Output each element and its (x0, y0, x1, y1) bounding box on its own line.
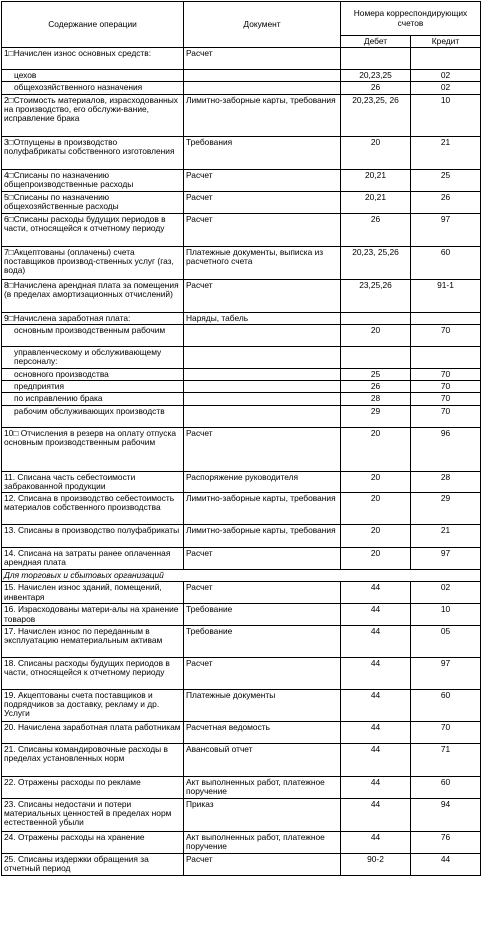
table-row (2, 312, 481, 324)
debit-cell: 20 (341, 525, 411, 548)
credit-cell: 91-1 (411, 279, 481, 312)
credit-cell: 29 (411, 493, 481, 525)
operation-cell: 15. Начислен износ зданий, помещений, инвентаря (2, 582, 184, 604)
document-cell: Расчет (184, 582, 341, 604)
debit-cell: 90-2 (341, 853, 411, 875)
debit-cell: 44 (341, 721, 411, 743)
operation-cell: • рабочим обслуживающих производств (2, 405, 184, 427)
credit-cell: 28 (411, 471, 481, 492)
table-row (2, 582, 481, 604)
operation-cell: 4□Списаны по назначению общепроизводственные расходы (2, 169, 184, 191)
operation-cell: 2□Стоимость материалов, израсходованных на производство, его обслужи-вание, исправление брака (2, 94, 184, 136)
debit-cell: 26 (341, 82, 411, 94)
operation-cell: 1□Начислен износ основных средств: (2, 48, 184, 70)
debit-cell: 20 (341, 471, 411, 492)
debit-cell (341, 346, 411, 368)
debit-cell: 20 (341, 493, 411, 525)
credit-cell: 97 (411, 548, 481, 570)
credit-cell: 71 (411, 743, 481, 776)
credit-cell: 70 (411, 405, 481, 427)
operation-cell: 17. Начислен износ по переданным в эксплуатацию нематериальным активам (2, 625, 184, 657)
debit-cell: 44 (341, 831, 411, 853)
table-row (2, 405, 481, 427)
credit-cell: 97 (411, 657, 481, 689)
operation-cell: 18. Списаны расходы будущих периодов в части, относящейся к отчетному периоду (2, 657, 184, 689)
table-row (2, 324, 481, 346)
operation-cell: • основного производства (2, 368, 184, 380)
table-row (2, 213, 481, 246)
table-row (2, 381, 481, 393)
document-cell: Акт выполненных работ, платежное поручение (184, 831, 341, 853)
operation-cell: • по исправлению брака (2, 393, 184, 405)
operation-cell: • предприятия (2, 381, 184, 393)
operation-cell: • основным производственным рабочим (2, 324, 184, 346)
table-row (2, 94, 481, 136)
credit-cell: 60 (411, 689, 481, 721)
accounting-entries-table (1, 1, 481, 876)
table-row (2, 776, 481, 798)
document-cell: Лимитно-заборные карты, требования (184, 525, 341, 548)
header-operation: Содержание операции (2, 2, 184, 48)
table-row (2, 798, 481, 831)
section-row (2, 570, 481, 582)
operation-cell: 8□Начислена арендная плата за помещения (в пределах амортизационных отчислений) (2, 279, 184, 312)
debit-cell: 20,23,25, 26 (341, 94, 411, 136)
header-credit: Кредит (411, 36, 481, 48)
debit-cell: 20,21 (341, 169, 411, 191)
document-cell: Лимитно-заборные карты, требования (184, 94, 341, 136)
credit-cell: 44 (411, 853, 481, 875)
operation-cell: 21. Списаны командировочные расходы в пределах установленных норм (2, 743, 184, 776)
document-cell (184, 368, 341, 380)
document-cell (184, 393, 341, 405)
credit-cell: 70 (411, 393, 481, 405)
table-row (2, 427, 481, 471)
debit-cell: 20 (341, 427, 411, 471)
operation-cell: 16. Израсходованы матери-алы на хранение товаров (2, 604, 184, 625)
credit-cell: 05 (411, 625, 481, 657)
credit-cell: 26 (411, 191, 481, 213)
credit-cell: 94 (411, 798, 481, 831)
document-cell: Расчет (184, 48, 341, 70)
document-cell (184, 405, 341, 427)
credit-cell: 97 (411, 213, 481, 246)
debit-cell: 20 (341, 324, 411, 346)
document-cell: Расчет (184, 548, 341, 570)
operation-cell: 11. Списана часть себестоимости забракованной продукции (2, 471, 184, 492)
debit-cell: 44 (341, 743, 411, 776)
document-cell (184, 381, 341, 393)
document-cell: Платежные документы (184, 689, 341, 721)
credit-cell: 70 (411, 721, 481, 743)
credit-cell: 60 (411, 776, 481, 798)
operation-cell: 24. Отражены расходы на хранение (2, 831, 184, 853)
table-row (2, 169, 481, 191)
credit-cell: 70 (411, 381, 481, 393)
credit-cell: 96 (411, 427, 481, 471)
operation-cell: 6□Списаны расходы будущих периодов в части, относящейся к отчетному периоду (2, 213, 184, 246)
credit-cell: 60 (411, 246, 481, 279)
table-row (2, 548, 481, 570)
operation-cell: 9□Начислена заработная плата: (2, 312, 184, 324)
credit-cell: 10 (411, 94, 481, 136)
operation-cell: 7□Акцептованы (оплачены) счета поставщиков производ-ственных услуг (газ, вода) (2, 246, 184, 279)
document-cell: Требование (184, 604, 341, 625)
document-cell: Расчетная ведомость (184, 721, 341, 743)
operation-cell: 23. Списаны недостачи и потери материальных ценностей в пределах норм естественной убыли (2, 798, 184, 831)
credit-cell: 21 (411, 525, 481, 548)
header-debit: Дебет (341, 36, 411, 48)
table-row (2, 346, 481, 368)
document-cell: Расчет (184, 169, 341, 191)
document-cell: Лимитно-заборные карты, требования (184, 493, 341, 525)
table-row (2, 604, 481, 625)
debit-cell: 20 (341, 548, 411, 570)
document-cell: Авансовый отчет (184, 743, 341, 776)
operation-cell: 19. Акцептованы счета поставщиков и подрядчиков за доставку, рекламу и др. Услуги (2, 689, 184, 721)
table-row (2, 191, 481, 213)
debit-cell: 44 (341, 604, 411, 625)
operation-cell: 10□ Отчисления в резерв на оплату отпуска основным производственным рабочим (2, 427, 184, 471)
document-cell: Расчет (184, 853, 341, 875)
debit-cell: 20,23,25 (341, 70, 411, 82)
table-row (2, 82, 481, 94)
document-cell (184, 346, 341, 368)
document-cell: Приказ (184, 798, 341, 831)
operation-cell: 14. Списана на затраты ранее оплаченная арендная плата (2, 548, 184, 570)
table-row (2, 831, 481, 853)
debit-cell: 26 (341, 381, 411, 393)
operation-cell: 22. Отражены расходы по рекламе (2, 776, 184, 798)
credit-cell: 02 (411, 82, 481, 94)
debit-cell: 29 (341, 405, 411, 427)
debit-cell: 23,25,26 (341, 279, 411, 312)
debit-cell: 44 (341, 798, 411, 831)
table-row (2, 493, 481, 525)
table-row (2, 657, 481, 689)
table-row (2, 853, 481, 875)
document-cell: Расчет (184, 657, 341, 689)
operation-cell: 12. Списана в производство себестоимость материалов собственного производства (2, 493, 184, 525)
document-cell: Платежные документы, выписка из расчетного счета (184, 246, 341, 279)
document-cell: Расчет (184, 213, 341, 246)
table-row (2, 393, 481, 405)
header-document: Документ (184, 2, 341, 48)
table-row (2, 471, 481, 492)
header-accounts: Номера корреспондирующих счетов (341, 2, 481, 36)
operation-cell: • общехозяйственного назначения (2, 82, 184, 94)
table-row (2, 246, 481, 279)
credit-cell (411, 48, 481, 70)
debit-cell: 20 (341, 136, 411, 169)
document-cell: Наряды, табель (184, 312, 341, 324)
debit-cell (341, 48, 411, 70)
table-row (2, 70, 481, 82)
debit-cell: 44 (341, 776, 411, 798)
document-cell: Акт выполненных работ, платежное поручение (184, 776, 341, 798)
credit-cell: 21 (411, 136, 481, 169)
table-row (2, 743, 481, 776)
document-cell: Расчет (184, 427, 341, 471)
document-cell: Требования (184, 136, 341, 169)
credit-cell (411, 312, 481, 324)
document-cell: Распоряжение руководителя (184, 471, 341, 492)
credit-cell: 76 (411, 831, 481, 853)
debit-cell (341, 312, 411, 324)
document-cell: Расчет (184, 279, 341, 312)
operation-cell: 20. Начислена заработная плата работникам (2, 721, 184, 743)
credit-cell: 25 (411, 169, 481, 191)
table-row (2, 721, 481, 743)
operation-cell: 13. Списаны в производство полуфабрикаты (2, 525, 184, 548)
debit-cell: 44 (341, 625, 411, 657)
document-cell: Расчет (184, 191, 341, 213)
operation-cell: • цехов (2, 70, 184, 82)
table-row (2, 48, 481, 70)
table-row (2, 368, 481, 380)
document-cell (184, 82, 341, 94)
debit-cell: 25 (341, 368, 411, 380)
document-cell: Требование (184, 625, 341, 657)
table-body (2, 48, 481, 876)
credit-cell: 02 (411, 582, 481, 604)
table-row (2, 525, 481, 548)
credit-cell: 02 (411, 70, 481, 82)
debit-cell: 26 (341, 213, 411, 246)
debit-cell: 44 (341, 582, 411, 604)
document-cell (184, 324, 341, 346)
credit-cell (411, 346, 481, 368)
section-title: Для торговых и сбытовых организаций (2, 570, 481, 582)
table-header (2, 2, 481, 48)
debit-cell: 44 (341, 689, 411, 721)
table-row (2, 625, 481, 657)
table-row (2, 689, 481, 721)
debit-cell: 44 (341, 657, 411, 689)
credit-cell: 70 (411, 324, 481, 346)
credit-cell: 10 (411, 604, 481, 625)
credit-cell: 70 (411, 368, 481, 380)
operation-cell: 25. Списаны издержки обращения за отчетный период (2, 853, 184, 875)
debit-cell: 28 (341, 393, 411, 405)
operation-cell: • управленческому и обслуживающему персоналу: (2, 346, 184, 368)
operation-cell: 5□Списаны по назначению общехозяйственные расходы (2, 191, 184, 213)
table-row (2, 279, 481, 312)
debit-cell: 20,21 (341, 191, 411, 213)
debit-cell: 20,23, 25,26 (341, 246, 411, 279)
table-row (2, 136, 481, 169)
document-cell (184, 70, 341, 82)
operation-cell: 3□Отпущены в производство полуфабрикаты собственного изготовления (2, 136, 184, 169)
